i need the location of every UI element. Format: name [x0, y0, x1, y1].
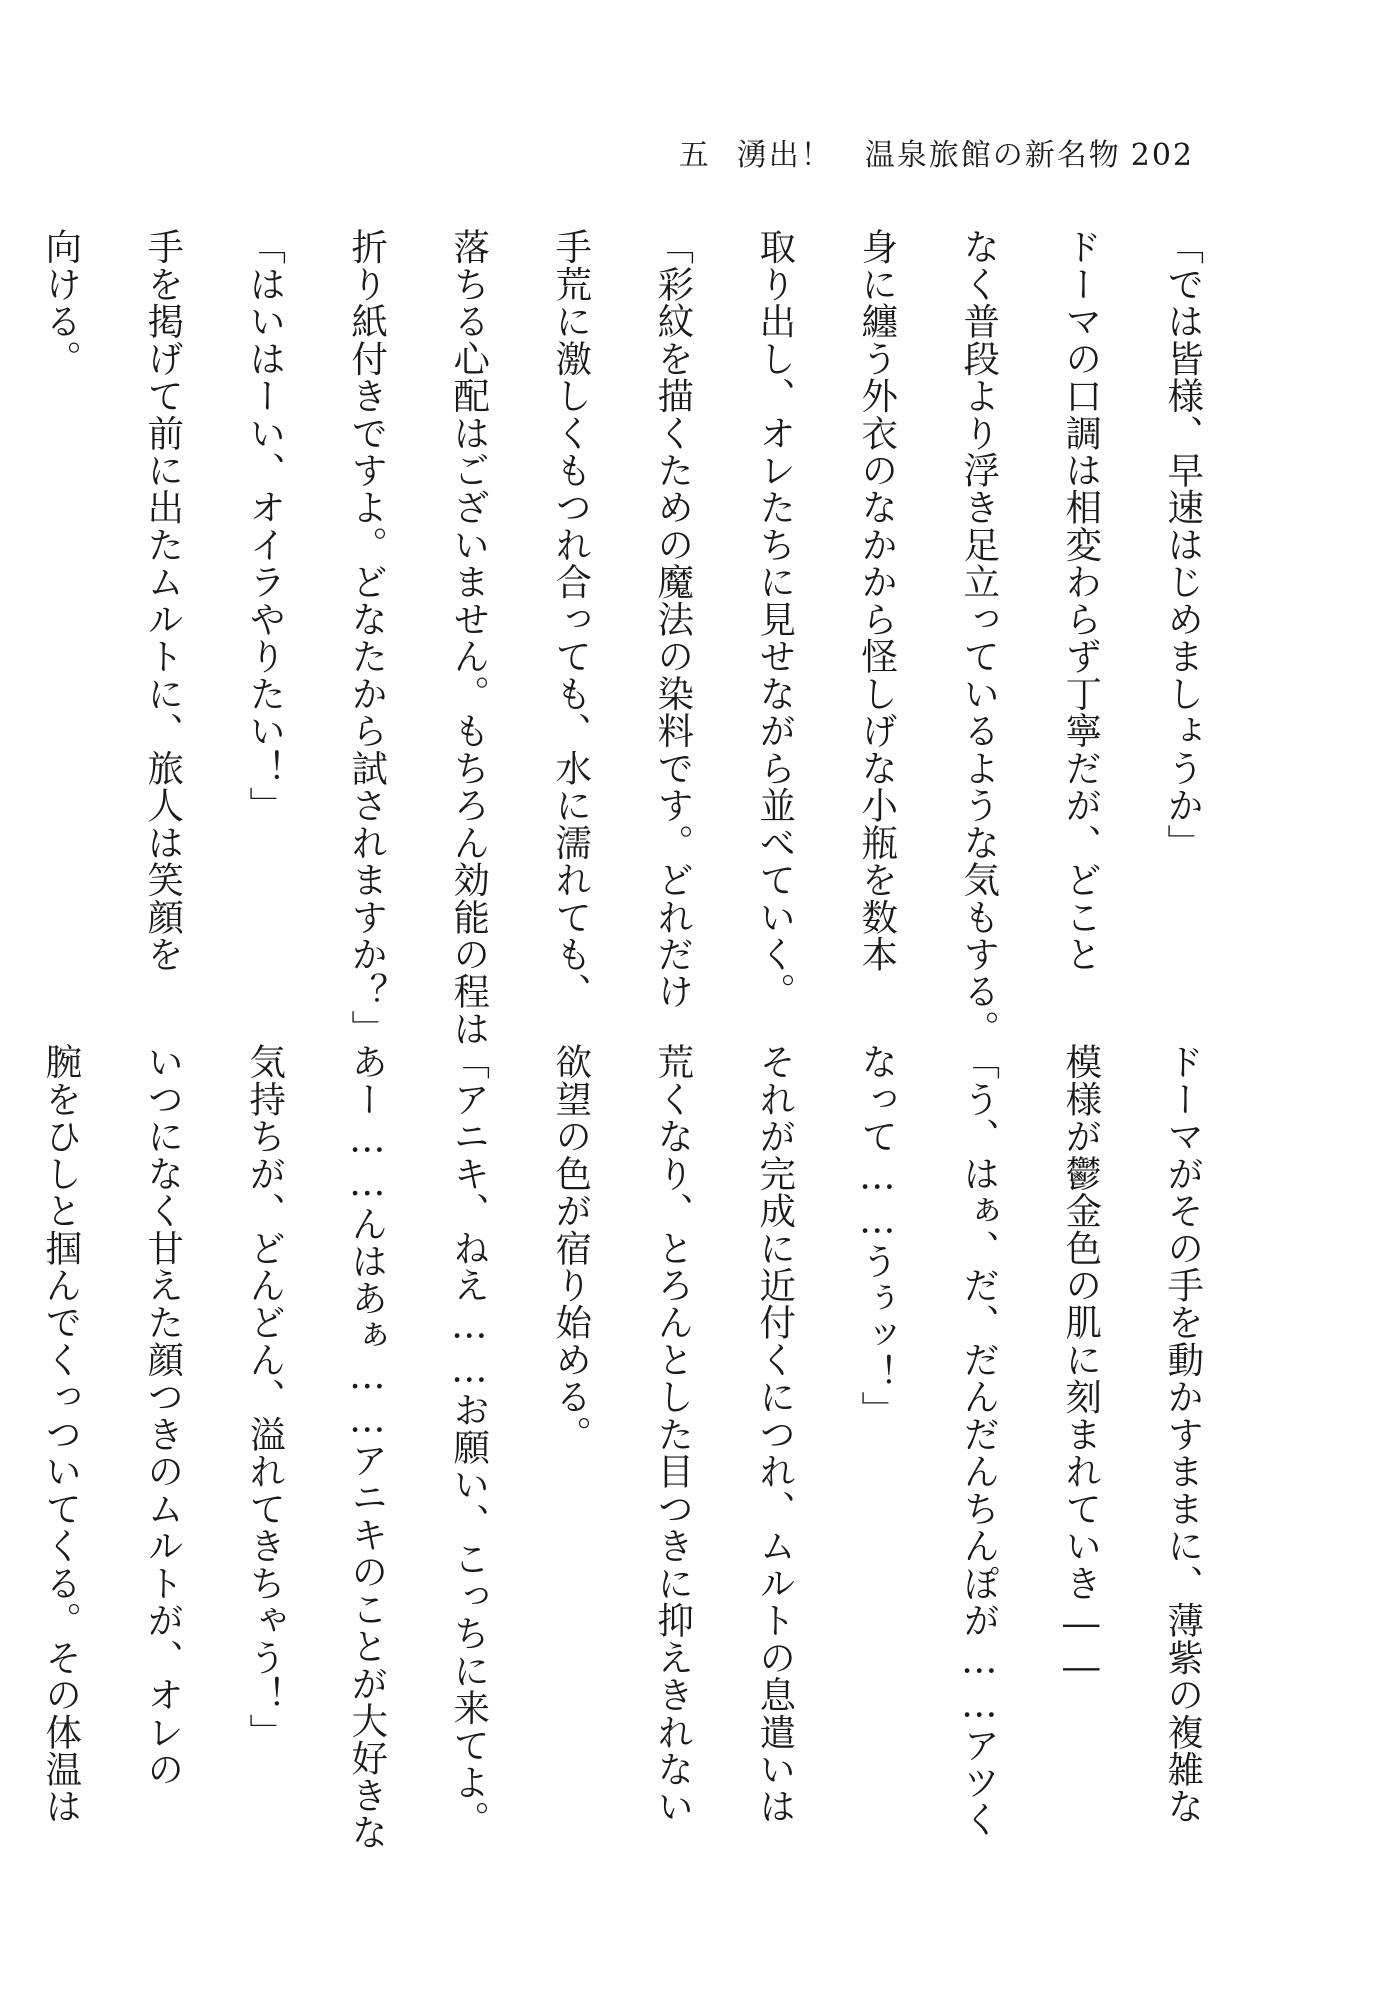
text-line: 荒くなり、とろんとした目つきに抑えきれない: [651, 1043, 695, 1825]
page-number: 202: [1130, 138, 1194, 173]
running-header: [679, 130, 1194, 174]
text-block-bottom: [0, 1043, 1220, 1851]
text-line: 「アニキ、ねえ……お願い、こっちに来てよ。: [447, 1043, 491, 1838]
text-line: それが完成に近付くにつれ、ムルトの息遣いは: [753, 1043, 797, 1825]
text-line: 「彩紋を描くための魔法の染料です。どれだけ: [651, 228, 695, 1010]
text-line: なって……うぅッ！」: [855, 1043, 899, 1429]
text-line: ドーマがその手を動かすままに、薄紫の複雑な: [1161, 1043, 1205, 1825]
text-line: 取り出し、オレたちに見せながら並べていく。: [753, 228, 797, 1010]
text-line: 「では皆様、早速はじめましょうか」: [1161, 228, 1205, 861]
text-line: 向ける。: [39, 228, 83, 377]
text-line: 「はいはーい、オイラやりたい！」: [243, 228, 287, 824]
text-line: 模様が鬱金色の肌に刻まれていき――: [1059, 1043, 1103, 1689]
text-line: なく普段より浮き足立っているような気もする。: [957, 228, 1001, 1048]
text-line: 落ちる心配はございません。もちろん効能の程は: [447, 228, 491, 1048]
text-line: 気持ちが、どんどん、溢れてきちゃう！」: [243, 1043, 287, 1751]
text-line: 「う、はぁ、だ、だんだんちんぽが……アツく: [957, 1043, 1001, 1838]
text-line: 腕をひしと掴んでくっついてくる。その体温は: [39, 1043, 83, 1825]
text-line: いつになく甘えた顔つきのムルトが、オレの: [141, 1043, 185, 1788]
chapter-title: 湧出！ 温泉旅館の新名物: [736, 138, 1121, 173]
text-line: 折り紙付きですよ。どなたから試されますか？」: [345, 228, 389, 1048]
text-block-top: [0, 228, 1220, 1048]
text-line: 手荒に激しくもつれ合っても、水に濡れても、: [549, 228, 593, 1010]
text-line: ドーマの口調は相変わらず丁寧だが、どこと: [1059, 228, 1103, 973]
text-line: 身に纏う外衣のなかから怪しげな小瓶を数本: [855, 228, 899, 973]
text-line: あー……んはあぁ……アニキのことが大好きな: [345, 1043, 389, 1851]
text-line: 手を掲げて前に出たムルトに、旅人は笑顔を: [141, 228, 185, 973]
chapter-number: 五: [678, 138, 711, 173]
text-line: 欲望の色が宿り始める。: [549, 1043, 593, 1453]
